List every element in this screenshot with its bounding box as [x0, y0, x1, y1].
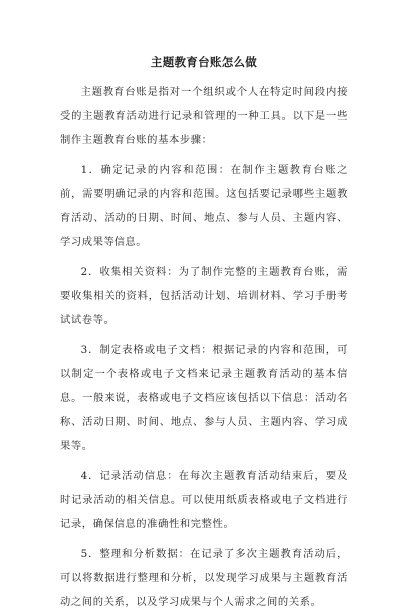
step-2-paragraph: 2．收集相关资料：为了制作完整的主题教育台账，需要收集相关的资料，包括活动计划、培训材料、学习手册考试试卷等。 [60, 266, 348, 326]
step-1-paragraph: 1．确定记录的内容和范围：在制作主题教育台账之前，需要明确记录的内容和范围。这包括要记录哪些主题教育活动、活动的日期、时间、地点、参与人员、主题内容、学习成果等信息。 [60, 164, 348, 248]
document-title: 主题教育台账怎么做 [150, 55, 258, 69]
step-5-paragraph: 5．整理和分析数据：在记录了多次主题教育活动后，可以将数据进行整理和分析，以发现学习成果与主题教育活动之间的关系，以及学习成果与个人需求之间的关系。 [60, 548, 348, 608]
step-4-paragraph: 4．记录活动信息：在每次主题教育活动结束后，要及时记录活动的相关信息。可以使用纸质表格或电子文档进行记录，确保信息的准确性和完整性。 [60, 470, 348, 530]
intro-paragraph: 主题教育台账是指对一个组织或个人在特定时间段内接受的主题教育活动进行记录和管理的一种工具。以下是一些制作主题教育台账的基本步骤： [60, 86, 348, 146]
step-3-paragraph: 3．制定表格或电子文档：根据记录的内容和范围，可以制定一个表格或电子文档来记录主题教育活动的基本信息。一般来说，表格或电子文档应该包括以下信息：活动名称、活动日期、时间、地点、参与人员、主题内容、学习成果等。 [60, 344, 348, 452]
